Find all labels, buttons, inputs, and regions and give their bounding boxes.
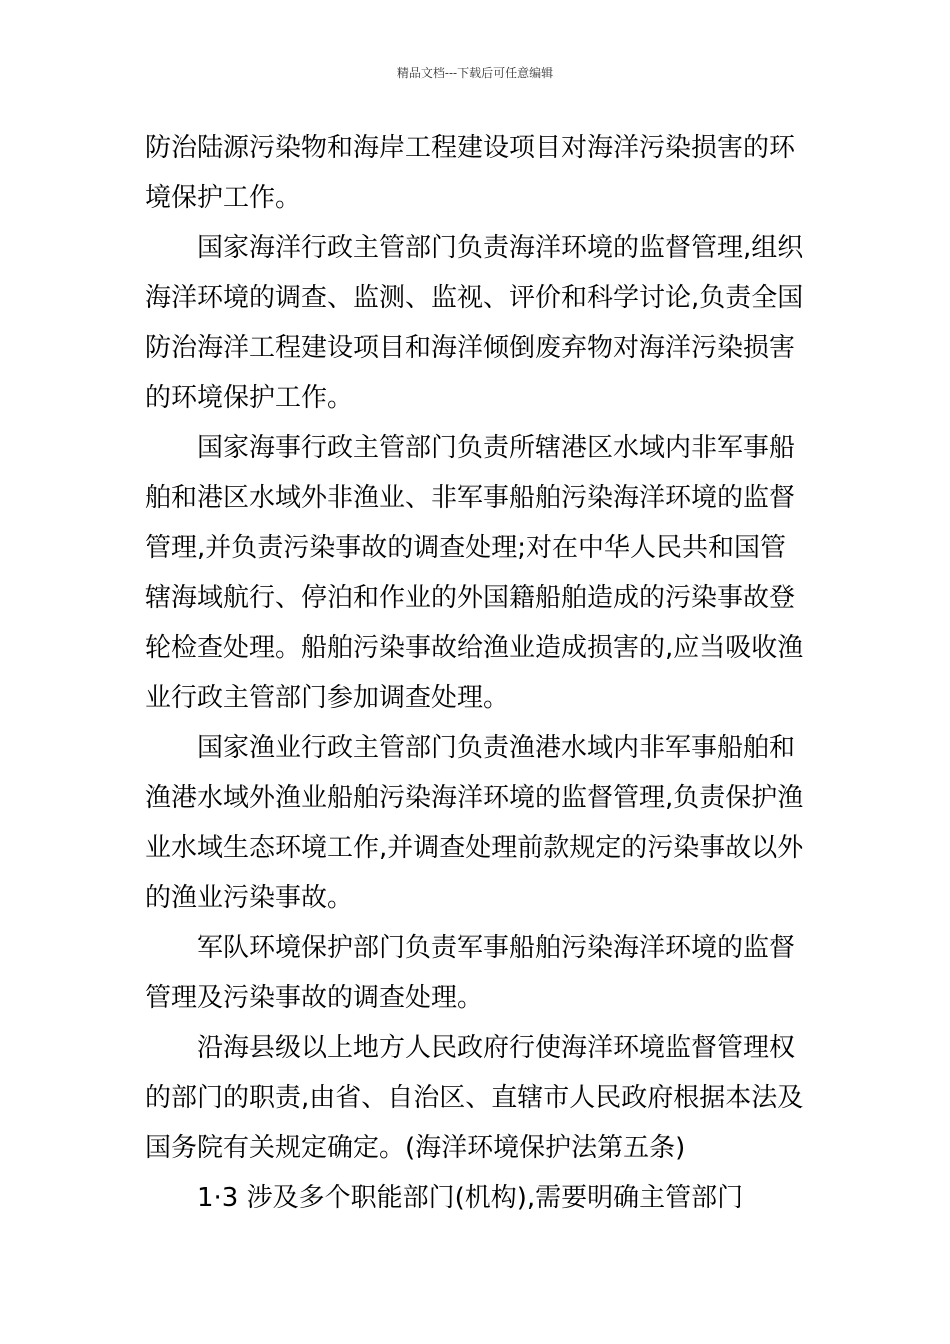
text-line: 防治陆源污染物和海岸工程建设项目对海洋污染损害的环 [145,133,796,163]
text-line: 国家渔业行政主管部门负责渔港水域内非军事船舶和 [197,733,796,763]
text-line: 军队环境保护部门负责军事船舶污染海洋环境的监督 [197,933,796,963]
text-line: 渔港水域外渔业船舶污染海洋环境的监督管理,负责保护渔 [145,783,804,813]
page-header: 精品文档---下载后可任意编辑 [396,66,554,80]
text-line: 轮检查处理。船舶污染事故给渔业造成损害的,应当吸收渔 [145,633,804,663]
text-line: 管理及污染事故的调查处理。 [145,983,484,1013]
text-line: 管理,并负责污染事故的调查处理;对在中华人民共和国管 [145,533,787,563]
text-line: 1·3 涉及多个职能部门(机构),需要明确主管部门 [197,1183,744,1213]
text-line: 海洋环境的调查、监测、监视、评价和科学讨论,负责全国 [145,283,804,313]
text-line: 国务院有关规定确定。(海洋环境保护法第五条) [145,1133,686,1163]
text-line: 沿海县级以上地方人民政府行使海洋环境监督管理权 [197,1033,796,1063]
document-body [145,123,809,1223]
text-line: 国家海洋行政主管部门负责海洋环境的监督管理,组织 [197,233,804,263]
text-line: 国家海事行政主管部门负责所辖港区水域内非军事船 [197,433,796,463]
text-line: 的环境保护工作。 [145,383,354,413]
text-line: 业水域生态环境工作,并调查处理前款规定的污染事故以外 [145,833,804,863]
text-line: 的部门的职责,由省、自治区、直辖市人民政府根据本法及 [145,1083,804,1113]
text-line: 业行政主管部门参加调查处理。 [145,683,510,713]
text-line: 的渔业污染事故。 [145,883,354,913]
text-line: 防治海洋工程建设项目和海洋倾倒废弃物对海洋污染损害 [145,333,796,363]
text-line: 舶和港区水域外非渔业、非军事船舶污染海洋环境的监督 [145,483,796,513]
text-line: 辖海域航行、停泊和作业的外国籍船舶造成的污染事故登 [145,583,796,613]
text-line: 境保护工作。 [145,183,302,213]
